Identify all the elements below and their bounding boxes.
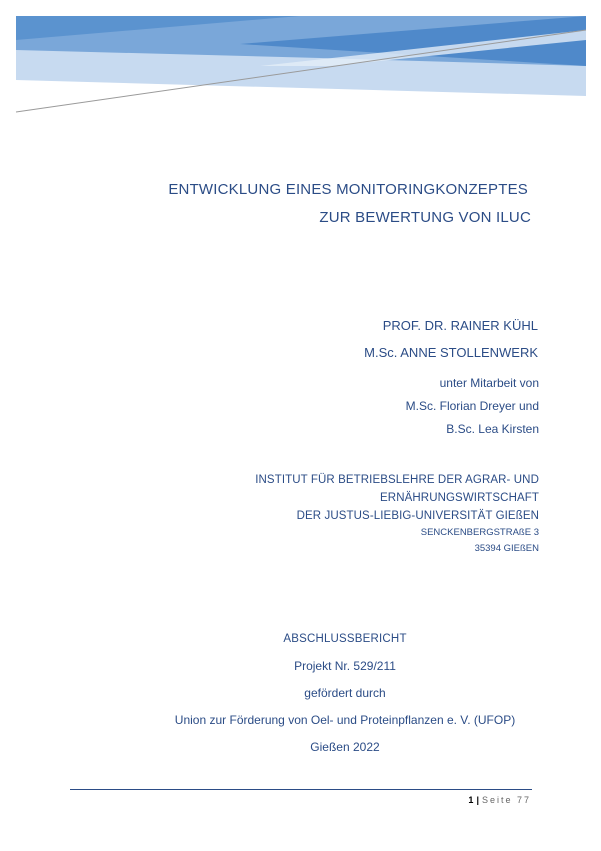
funded-by-label: gefördert durch — [304, 686, 386, 700]
document-title — [111, 176, 531, 232]
report-type: ABSCHLUSSBERICHT — [283, 633, 407, 645]
page-label: Seite 77 — [481, 795, 531, 805]
collaborators — [139, 372, 539, 441]
institute-city: 35394 GIEßEN — [474, 543, 539, 554]
collaborator-1: M.Sc. Florian Dreyer und — [405, 399, 539, 413]
institute-street: SENCKENBERGSTRAßE 3 — [420, 527, 539, 538]
institute-line-3: DER JUSTUS-LIEBIG-UNIVERSITÄT GIEßEN — [296, 510, 539, 522]
institute-line-1: INSTITUT FÜR BETRIEBSLEHRE DER AGRAR- UND — [255, 474, 539, 486]
page-footer — [468, 795, 531, 805]
report-info — [140, 626, 550, 761]
title-line-2: ZUR BEWERTUNG VON ILUC — [319, 209, 531, 226]
collaboration-intro: unter Mitarbeit von — [439, 376, 539, 390]
title-line-1: ENTWICKLUNG EINES MONITORINGKONZEPTES — [168, 181, 528, 198]
institute-line-2: ERNÄHRUNGSWIRTSCHAFT — [380, 492, 539, 504]
author-2: M.Sc. ANNE STOLLENWERK — [364, 345, 538, 360]
authors — [138, 312, 538, 366]
footer-separator: | — [476, 795, 479, 805]
author-1: PROF. DR. RAINER KÜHL — [382, 318, 538, 333]
funder-name: Union zur Förderung von Oel- und Proteinpflanzen e. V. (UFOP) — [174, 713, 516, 727]
institute-address — [119, 471, 539, 557]
header-banner — [0, 0, 601, 120]
place-year: Gießen 2022 — [310, 740, 380, 754]
page-number: 1 — [468, 795, 474, 805]
project-number: Projekt Nr. 529/211 — [294, 659, 396, 673]
footer-rule — [70, 789, 532, 790]
collaborator-2: B.Sc. Lea Kirsten — [446, 422, 539, 436]
